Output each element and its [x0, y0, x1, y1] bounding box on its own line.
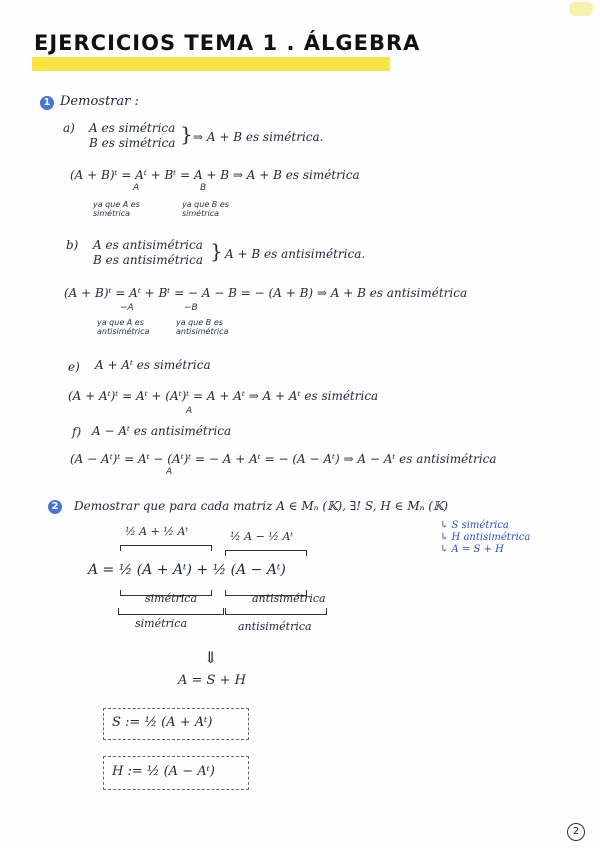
e-statement: A + Aᵗ es simétrica — [95, 358, 211, 372]
a-hypothesis-2: B es simétrica — [89, 136, 176, 150]
exercise-1-badge: 1 — [40, 96, 54, 110]
exercise-2-statement: Demostrar que para cada matriz A ∈ Mₙ (𝕂), ∃! S, H ∈ Mₙ (𝕂) — [74, 499, 449, 513]
b-hypothesis-2: B es antisimétrica — [93, 253, 203, 267]
page-title: EJERCICIOS TEMA 1 . ÁLGEBRA — [34, 31, 421, 55]
b-sub-2: −B — [184, 303, 198, 313]
underbrace-2a-label: antisimétrica — [252, 592, 326, 605]
a-sub-1: A — [133, 183, 140, 193]
exercise-2-badge: 2 — [48, 500, 62, 514]
underbrace-1b — [118, 608, 224, 615]
f-label: f) — [72, 425, 82, 439]
f-proof: (A − Aᵗ)ᵗ = Aᵗ − (Aᵗ)ᵗ = − A + Aᵗ = − (A − Aᵗ) ⇒ A − Aᵗ es antisimétrica — [70, 452, 497, 466]
underbrace-2b — [225, 608, 327, 615]
overbrace-1-label: ½ A + ½ Aᵗ — [125, 525, 189, 538]
b-hypothesis-1: A es antisimétrica — [93, 238, 203, 252]
a-proof: (A + B)ᵗ = Aᵗ + Bᵗ = A + B ⇒ A + B es simétrica — [70, 168, 360, 182]
definition-s: S := ½ (A + Aᵗ) — [112, 715, 213, 730]
b-proof: (A + B)ᵗ = Aᵗ + Bᵗ = − A − B = − (A + B) ⇒ A + B es antisimétrica — [64, 286, 468, 300]
e-proof: (A + Aᵗ)ᵗ = Aᵗ + (Aᵗ)ᵗ = A + Aᵗ ⇒ A + Aᵗ es simétrica — [68, 389, 379, 403]
underbrace-1b-label: simétrica — [135, 617, 188, 630]
main-equation: A = ½ (A + Aᵗ) + ½ (A − Aᵗ) — [88, 562, 286, 578]
b-note-1: ya que A es antisimétrica — [97, 318, 150, 336]
a-note-1: ya que A es simétrica — [93, 200, 140, 218]
b-conclusion: A + B es antisimétrica. — [225, 247, 366, 261]
overbrace-2-label: ½ A − ½ Aᵗ — [230, 530, 294, 543]
b-sub-1: −A — [120, 303, 134, 313]
f-sub: A — [166, 467, 173, 477]
condition-3: ↳ A = S + H — [440, 544, 504, 555]
condition-1: ↳ S simétrica — [440, 520, 509, 531]
corner-doodle — [569, 2, 593, 16]
b-label: b) — [66, 238, 79, 252]
f-statement: A − Aᵗ es antisimétrica — [92, 424, 232, 438]
b-note-2: ya que B es antisimétrica — [176, 318, 229, 336]
title-highlight — [32, 57, 390, 71]
a-brace: } — [180, 122, 193, 146]
implies-arrow: ⇓ — [204, 648, 218, 667]
result-equation: A = S + H — [178, 673, 246, 688]
e-label: e) — [68, 360, 80, 374]
underbrace-2b-label: antisimétrica — [238, 620, 312, 633]
page-number: 2 — [567, 823, 585, 841]
a-conclusion: ⇒ A + B es simétrica. — [193, 130, 324, 144]
a-label: a) — [63, 121, 75, 135]
underbrace-1a-label: simétrica — [145, 592, 198, 605]
overbrace-1 — [120, 545, 212, 551]
definition-h: H := ½ (A − Aᵗ) — [112, 764, 215, 779]
exercise-1-heading: Demostrar : — [60, 94, 139, 109]
e-sub: A — [186, 406, 193, 416]
a-note-2: ya que B es simétrica — [182, 200, 229, 218]
a-hypothesis-1: A es simétrica — [89, 121, 176, 135]
a-sub-2: B — [200, 183, 207, 193]
overbrace-2 — [225, 550, 307, 556]
b-brace: } — [210, 239, 223, 263]
condition-2: ↳ H antisimétrica — [440, 532, 531, 543]
